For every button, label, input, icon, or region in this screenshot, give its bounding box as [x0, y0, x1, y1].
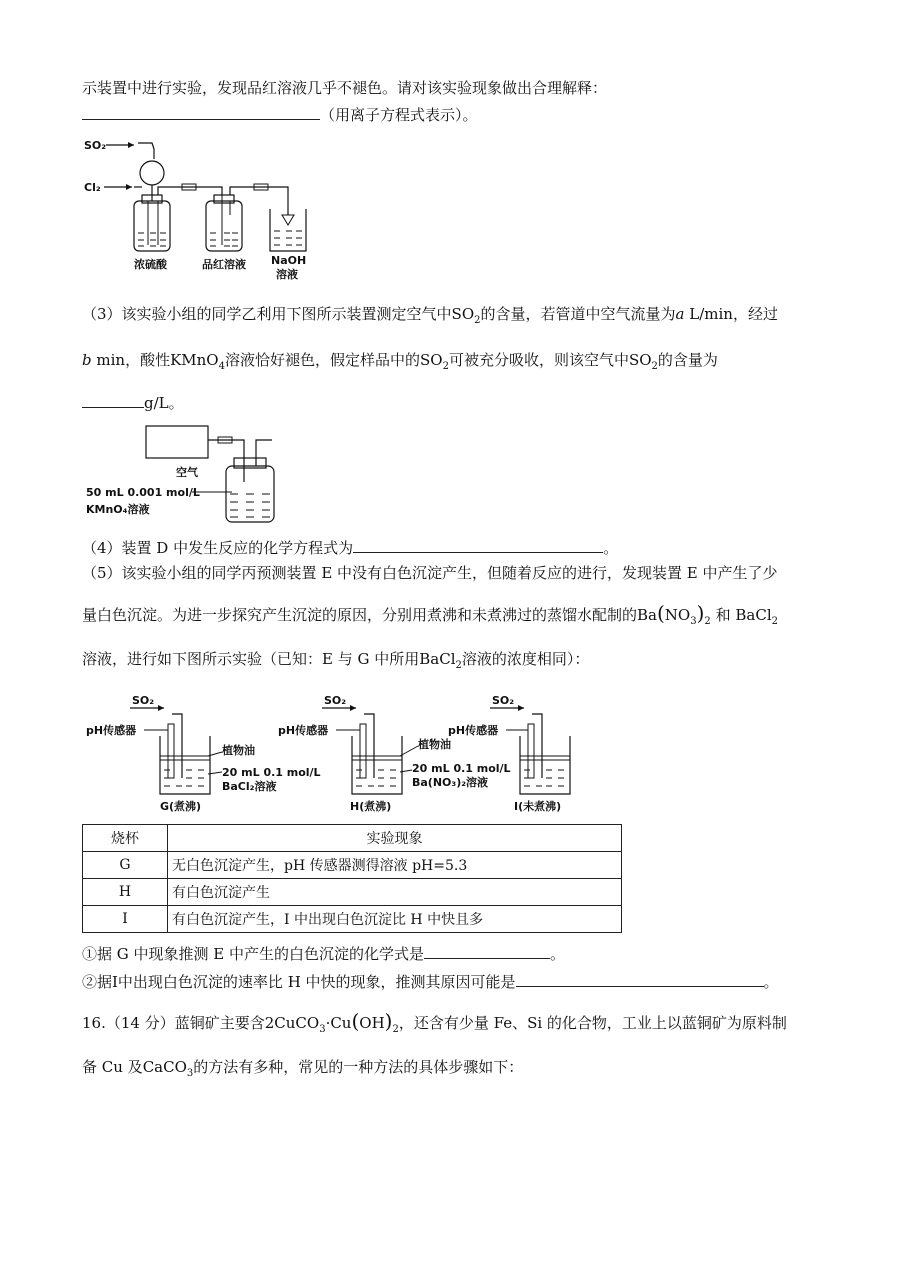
q5-sub-2c: 2: [455, 660, 462, 671]
q16-text-c: 备 Cu 及: [82, 1058, 143, 1076]
q16-formula-cuco3: 2CuCO: [264, 1014, 320, 1032]
answer-blank-precipitate-formula[interactable]: [424, 942, 550, 959]
q16-text-d: 的方法有多种，常见的一种方法的具体步骤如下：: [193, 1058, 524, 1076]
figure-three-beakers: [82, 690, 582, 816]
subq-1-text: ①据 G 中现象推测 E 中产生的白色沉淀的化学式是: [82, 945, 425, 963]
q3-unit: g/L。: [144, 394, 184, 412]
table-row: [83, 852, 622, 879]
q3-text-b: 的含量，若管道中空气流量为: [480, 305, 676, 323]
answer-blank-ionic-equation[interactable]: [82, 103, 320, 120]
q5-sub-3: 3: [690, 616, 697, 627]
answer-blank-so2-content[interactable]: [82, 391, 144, 408]
q3-text-c: L/min，经过: [689, 305, 778, 323]
table-header-phenomenon: 实验现象: [168, 825, 622, 852]
subq-2: [82, 970, 779, 993]
fig3-g-label: G(煮沸): [160, 800, 202, 813]
q5-bacl2-2: BaCl: [419, 650, 456, 668]
line-2-suffix: （用离子方程式表示）。: [320, 106, 478, 124]
fig2-air-label: 空气: [176, 466, 198, 479]
answer-blank-reason[interactable]: [516, 970, 764, 987]
q16-formula-oh: OH: [359, 1014, 385, 1032]
table-row: [83, 906, 622, 933]
subq-2-text: ②据I中出现白色沉淀的速率比 H 中快的现象，推测其原因可能是: [82, 973, 516, 991]
fig3-g-sol: BaCl₂溶液: [222, 780, 277, 793]
q3-var-b: b: [82, 351, 92, 369]
fig2-concentration-label: 50 mL 0.001 mol/L: [86, 486, 200, 499]
answer-blank-d-equation[interactable]: [353, 536, 603, 553]
q5-text-l3a: 溶液，进行如下图所示实验（已知：E 与 G 中所用: [82, 650, 420, 668]
q3-so2-2: SO: [420, 351, 443, 369]
q5-text-l2a: 量白色沉淀。为进一步探究产生沉淀的原因，分别用煮沸和未煮沸过的蒸馏水配制的: [82, 606, 638, 624]
fig3-g-oil: 植物油: [222, 744, 255, 757]
q3-line-3: [82, 391, 184, 414]
q4-end: 。: [603, 539, 619, 557]
table-cell-beaker: H: [83, 879, 168, 906]
figure-so2-cl2-apparatus: [82, 135, 322, 285]
fig3-h-sol: Ba(NO₃)₂溶液: [412, 776, 489, 789]
q3-line-1: [82, 303, 778, 328]
observation-table: [82, 824, 622, 933]
q3-line-2: [82, 349, 718, 374]
table-cell-observation: 有白色沉淀产生，I 中出现白色沉淀比 H 中快且多: [168, 906, 622, 933]
table-header-row: [83, 825, 622, 852]
table-header-beaker: 烧杯: [83, 825, 168, 852]
fig3-h-ph-label: pH传感器: [278, 724, 329, 737]
fig1-beaker-label-naoh: NaOH: [271, 254, 307, 267]
q4-text: （4）装置 D 中发生反应的化学方程式为: [82, 539, 354, 557]
fig3-i-ph-label: pH传感器: [448, 724, 499, 737]
q5-line-3: [82, 648, 589, 673]
q3-sub-3: 2: [651, 361, 658, 372]
fig3-g-conc: 20 mL 0.1 mol/L: [222, 766, 321, 779]
table-cell-beaker: I: [83, 906, 168, 933]
subq-1: [82, 942, 565, 965]
q3-sub-1: 2: [474, 315, 481, 326]
fig3-g-ph-label: pH传感器: [86, 724, 137, 737]
q16-line-1: 16.（14 分）蓝铜矿主要含$2CuCO_3\cdot Cu(OH)_2$，还含有少量 Fe、Si 的化合物，工业上以蓝铜矿为原料制: [82, 1009, 787, 1035]
fig1-bottle2-label: 品红溶液: [202, 258, 246, 271]
fig3-i-so2: SO₂: [492, 694, 515, 707]
table-row: [83, 879, 622, 906]
q3-text-g: 的含量为: [657, 351, 718, 369]
q5-and: 和: [715, 606, 731, 624]
q3-so2-1: SO: [451, 305, 475, 323]
q16-sub-3: 3: [319, 1024, 326, 1035]
fig1-beaker-label-sol: 溶液: [276, 268, 298, 281]
q3-var-a: a: [675, 305, 685, 323]
fig3-h-so2: SO₂: [324, 694, 347, 707]
fig1-so2-label: SO₂: [84, 139, 107, 152]
q16-formula-caco3: CaCO: [142, 1058, 187, 1076]
q5-text-l3b: 溶液的浓度相同）：: [461, 650, 590, 668]
text-line-2: [82, 103, 478, 126]
subq-2-end: 。: [763, 973, 779, 991]
q5-sub-2a: 2: [704, 616, 711, 627]
fig3-h-label: H(煮沸): [350, 800, 392, 813]
q3-so2-3: SO: [628, 351, 652, 369]
q5-line-1: （5）该实验小组的同学丙预测装置 E 中没有白色沉淀产生，但随着反应的进行，发现装置 E 中产生了少: [82, 564, 778, 582]
subq-1-end: 。: [550, 945, 566, 963]
fig3-i-label: I(未煮沸): [514, 800, 562, 813]
q5-sub-2b: 2: [771, 616, 778, 627]
figure-air-kmno4-apparatus: [82, 420, 302, 528]
q3-sub-4: 4: [218, 361, 225, 372]
q16-text-a: 16.（14 分）蓝铜矿主要含: [82, 1014, 265, 1032]
q5-line-2: 量白色沉淀。为进一步探究产生沉淀的原因，分别用煮沸和未煮沸过的蒸馏水配制的$Ba(NO_3)_2$ 和 BaCl$_2$: [82, 601, 778, 627]
table-cell-observation: 有白色沉淀产生: [168, 879, 622, 906]
text-line-1: 示装置中进行实验，发现品红溶液几乎不褪色。请对该实验现象做出合理解释：: [82, 79, 608, 97]
table-cell-observation: 无白色沉淀产生，pH 传感器测得溶液 pH=5.3: [168, 852, 622, 879]
q16-text-b: ，还含有少量 Fe、Si 的化合物，工业上以蓝铜矿为原料制: [398, 1014, 787, 1032]
fig1-cl2-label: Cl₂: [84, 181, 101, 194]
q16-sub-3b: 3: [186, 1068, 194, 1079]
q3-kmno4: KMnO: [170, 351, 219, 369]
q4-line: [82, 536, 618, 559]
q5-bacl2-1: BaCl: [735, 606, 772, 624]
q5-no3: NO: [664, 606, 691, 624]
fig1-bottle1-label: 浓硫酸: [134, 258, 167, 271]
fig2-solution-label: KMnO₄溶液: [86, 503, 150, 516]
fig3-h-conc: 20 mL 0.1 mol/L: [412, 762, 511, 775]
fig3-g-so2: SO₂: [132, 694, 155, 707]
q3-text-f: 可被充分吸收，则该空气中: [448, 351, 629, 369]
q3-text-e: 溶液恰好褪色，假定样品中的: [224, 351, 420, 369]
table-cell-beaker: G: [83, 852, 168, 879]
q3-sub-2: 2: [442, 361, 449, 372]
q5-ba: Ba: [637, 606, 657, 624]
q16-formula-cu: ·Cu: [325, 1014, 352, 1032]
q16-line-2: [82, 1056, 523, 1081]
q16-sub-2: 2: [392, 1024, 399, 1035]
fig3-h-oil: 植物油: [418, 738, 451, 751]
q3-text-d: min，酸性: [96, 351, 171, 369]
q3-text-a: （3）该实验小组的同学乙利用下图所示装置测定空气中: [82, 305, 452, 323]
